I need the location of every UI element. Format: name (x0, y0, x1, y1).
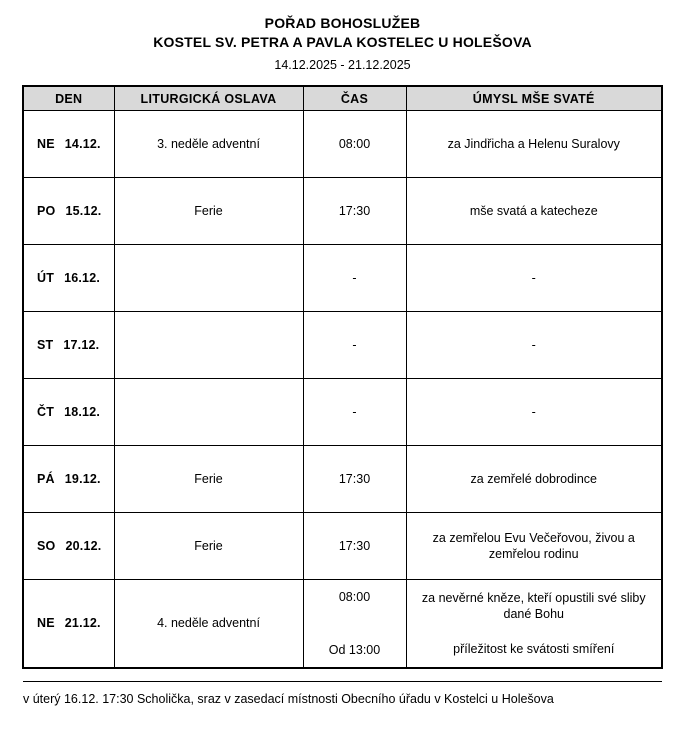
table-row (23, 379, 662, 446)
column-header-time: ČAS (303, 86, 406, 111)
cell-time: 17:30 (303, 513, 406, 580)
day-abbr: NE (37, 616, 55, 631)
cell-liturgy: 4. neděle adventní (114, 580, 303, 668)
cell-day (23, 513, 114, 580)
cell-intention (406, 580, 662, 668)
column-header-day: DEN (23, 86, 114, 111)
day-abbr: ČT (37, 405, 55, 419)
cell-day (23, 446, 114, 513)
day-date: 21.12. (64, 616, 101, 631)
cell-intention: - (406, 379, 662, 446)
cell-day (23, 245, 114, 312)
cell-intention-secondary: příležitost ke svátosti smíření (453, 642, 615, 657)
cell-day (23, 312, 114, 379)
cell-liturgy: Ferie (114, 178, 303, 245)
day-date: 18.12. (64, 405, 101, 419)
table-row (23, 111, 662, 178)
cell-liturgy (114, 245, 303, 312)
cell-time: - (303, 312, 406, 379)
date-range: 14.12.2025 - 21.12.2025 (274, 58, 411, 72)
table-row (23, 580, 662, 668)
day-abbr: ÚT (37, 271, 55, 285)
day-date: 17.12. (63, 338, 100, 352)
cell-day (23, 178, 114, 245)
cell-time: - (303, 245, 406, 312)
cell-intention: za zemřelé dobrodince (406, 446, 662, 513)
day-abbr: NE (37, 137, 55, 151)
day-abbr: PO (37, 204, 56, 218)
cell-liturgy: 3. neděle adventní (114, 111, 303, 178)
footer-note: v úterý 16.12. 17:30 Scholička, sraz v zasedací místnosti Obecního úřadu v Kostelci u Holešova (23, 681, 662, 708)
time-stack (308, 588, 402, 658)
day-abbr: ST (37, 338, 54, 352)
column-header-intention: ÚMYSL MŠE SVATÉ (406, 86, 662, 111)
day-date: 19.12. (64, 472, 101, 486)
cell-time: 08:00 (303, 111, 406, 178)
mass-schedule-table (22, 85, 663, 669)
cell-liturgy (114, 312, 303, 379)
cell-intention-primary: za nevěrné kněze, kteří opustili své sliby dané Bohu (421, 591, 646, 622)
cell-liturgy (114, 379, 303, 446)
table-row (23, 446, 662, 513)
cell-time: - (303, 379, 406, 446)
column-header-liturgy: LITURGICKÁ OSLAVA (114, 86, 303, 111)
table-header-row (23, 86, 662, 111)
cell-time (303, 580, 406, 668)
cell-time-secondary: Od 13:00 (328, 643, 381, 658)
table-row (23, 178, 662, 245)
day-date: 14.12. (64, 137, 101, 151)
page-title-line1: POŘAD BOHOSLUŽEB (264, 15, 421, 31)
cell-day (23, 580, 114, 668)
document-header (0, 0, 685, 75)
cell-liturgy: Ferie (114, 513, 303, 580)
table-header (23, 86, 662, 111)
cell-liturgy: Ferie (114, 446, 303, 513)
table-row (23, 513, 662, 580)
cell-time: 17:30 (303, 178, 406, 245)
table-row (23, 312, 662, 379)
day-date: 20.12. (65, 539, 102, 553)
cell-time: 17:30 (303, 446, 406, 513)
day-abbr: SO (37, 539, 56, 553)
day-date: 15.12. (65, 204, 102, 218)
cell-intention: za Jindřicha a Helenu Suralovy (406, 111, 662, 178)
cell-intention: - (406, 245, 662, 312)
cell-time-primary: 08:00 (338, 590, 371, 605)
cell-intention: - (406, 312, 662, 379)
cell-intention: mše svatá a katecheze (406, 178, 662, 245)
day-date: 16.12. (64, 271, 101, 285)
cell-day (23, 111, 114, 178)
page-title-line2: KOSTEL SV. PETRA A PAVLA KOSTELEC U HOLEŠOVA (153, 34, 532, 50)
cell-intention: za zemřelou Evu Večeřovou, živou a zemřelou rodinu (406, 513, 662, 580)
table-body (23, 111, 662, 668)
cell-day (23, 379, 114, 446)
table-row (23, 245, 662, 312)
intention-stack (413, 588, 656, 658)
day-abbr: PÁ (37, 472, 55, 486)
